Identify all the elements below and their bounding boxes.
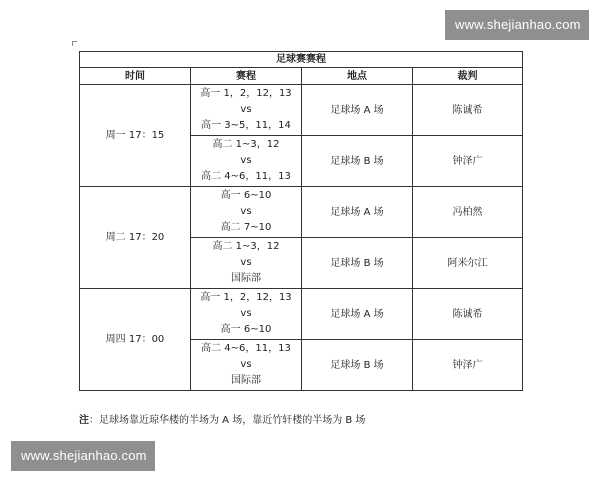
venue-cell: 足球场 A 场 — [302, 85, 413, 136]
team-b: 国际部 — [231, 273, 261, 284]
match-cell — [191, 238, 302, 289]
vs-label: vs — [240, 155, 252, 166]
time-cell: 周四 17：00 — [80, 289, 191, 391]
team-a: 高二 1~3，12 — [212, 241, 280, 252]
table-title: 足球赛赛程 — [80, 52, 523, 68]
time-cell: 周二 17：20 — [80, 187, 191, 289]
team-b: 国际部 — [231, 375, 261, 386]
team-a: 高一 6~10 — [220, 190, 272, 201]
watermark-top: www.shejianhao.com — [445, 10, 589, 40]
watermark-bottom: www.shejianhao.com — [11, 441, 155, 471]
footnote — [79, 411, 365, 426]
match-cell — [191, 187, 302, 238]
match-cell — [191, 340, 302, 391]
referee-cell: 冯柏然 — [413, 187, 523, 238]
vs-label: vs — [240, 104, 252, 115]
referee-cell: 钟泽广 — [413, 136, 523, 187]
match-cell — [191, 85, 302, 136]
venue-cell: 足球场 A 场 — [302, 187, 413, 238]
team-a: 高一 1，2，12，13 — [200, 292, 292, 303]
table-row — [80, 289, 523, 340]
vs-label: vs — [240, 257, 252, 268]
header-venue: 地点 — [302, 68, 413, 85]
vs-label: vs — [240, 206, 252, 217]
team-b: 高二 7~10 — [220, 222, 272, 233]
referee-cell: 阿米尔江 — [413, 238, 523, 289]
footnote-label: 注 — [79, 415, 89, 426]
vs-label: vs — [240, 308, 252, 319]
schedule-table — [79, 51, 523, 391]
venue-cell: 足球场 A 场 — [302, 289, 413, 340]
team-a: 高二 4~6，11，13 — [201, 343, 291, 354]
team-a: 高二 1~3，12 — [212, 139, 280, 150]
team-b: 高一 3~5，11，14 — [201, 120, 291, 131]
team-a: 高一 1，2，12，13 — [200, 88, 292, 99]
venue-cell: 足球场 B 场 — [302, 136, 413, 187]
header-time: 时间 — [80, 68, 191, 85]
header-referee: 裁判 — [413, 68, 523, 85]
team-b: 高一 6~10 — [220, 324, 272, 335]
venue-cell: 足球场 B 场 — [302, 340, 413, 391]
team-b: 高二 4~6，11，13 — [201, 171, 291, 182]
table-row — [80, 187, 523, 238]
time-cell: 周一 17：15 — [80, 85, 191, 187]
match-cell — [191, 136, 302, 187]
vs-label: vs — [240, 359, 252, 370]
referee-cell: 陈诚希 — [413, 289, 523, 340]
footnote-text: ：足球场靠近琼华楼的半场为 A 场，靠近竹轩楼的半场为 B 场 — [89, 415, 366, 426]
table-row — [80, 85, 523, 136]
referee-cell: 陈诚希 — [413, 85, 523, 136]
match-cell — [191, 289, 302, 340]
page-corner-mark — [72, 41, 77, 46]
referee-cell: 钟泽广 — [413, 340, 523, 391]
venue-cell: 足球场 B 场 — [302, 238, 413, 289]
header-match: 赛程 — [191, 68, 302, 85]
